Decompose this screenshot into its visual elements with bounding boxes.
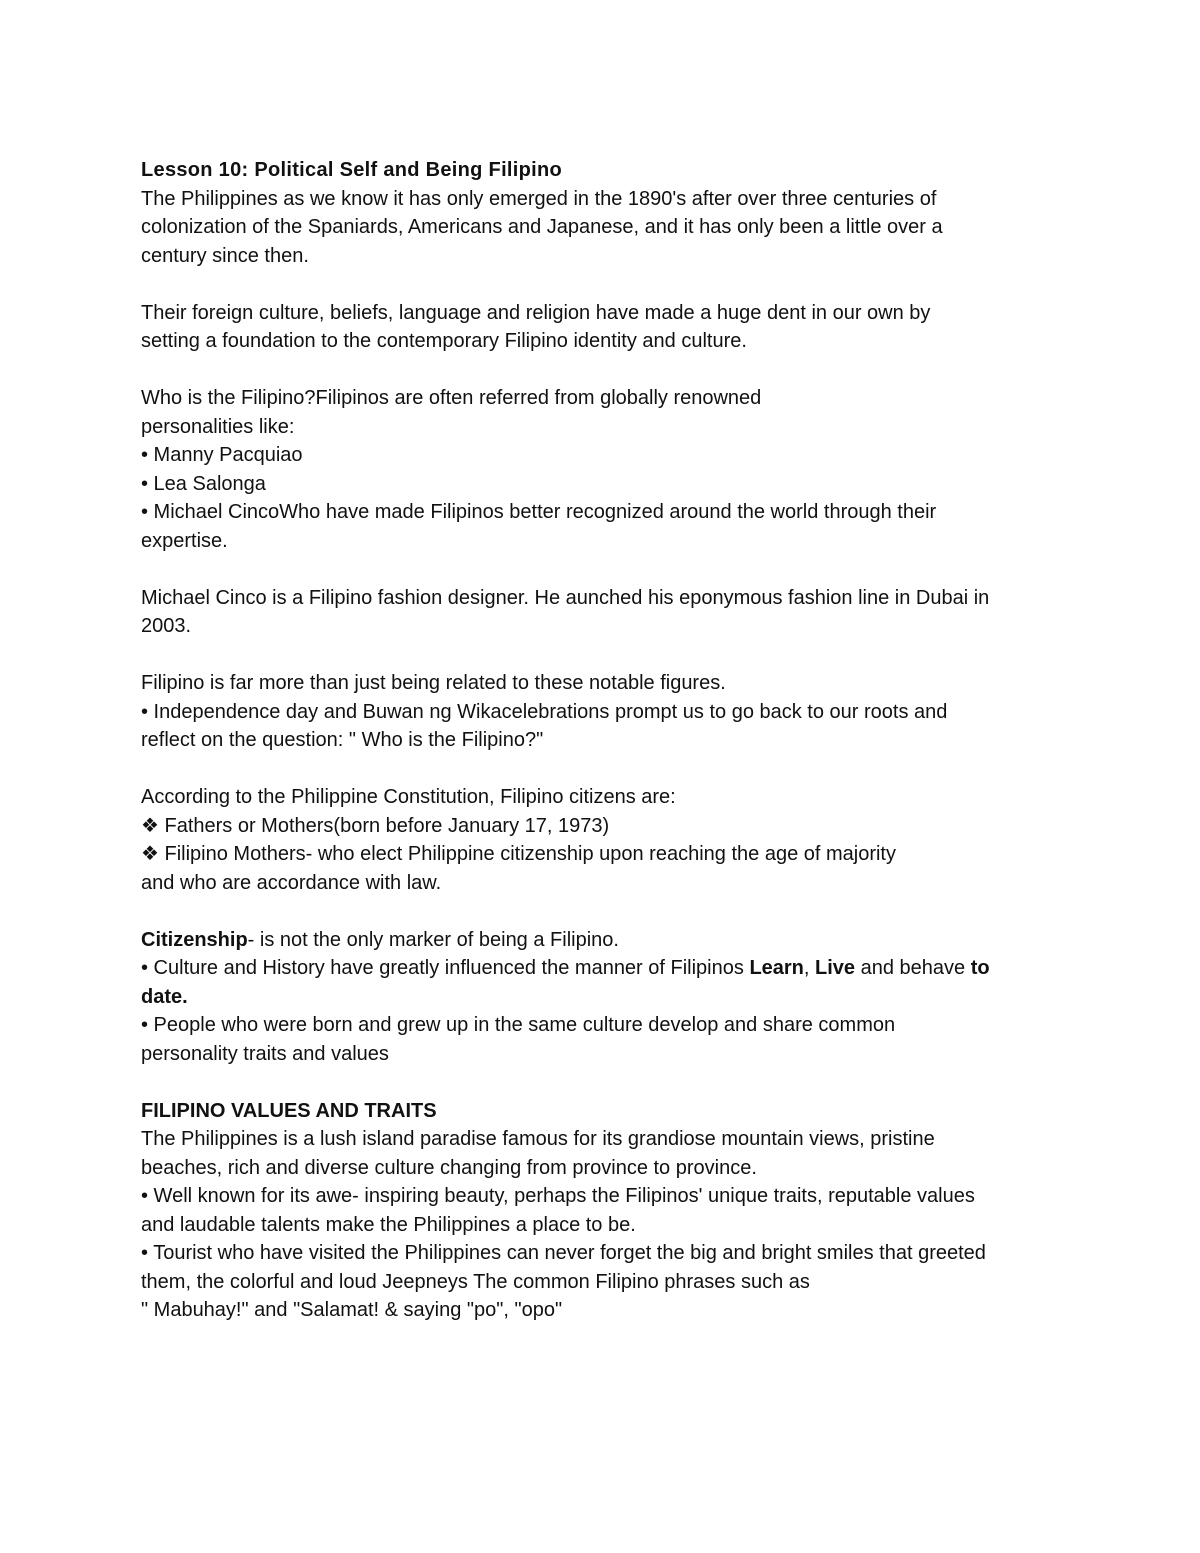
foreign-culture-paragraph	[141, 299, 1066, 356]
citizenship-text: - is not the only marker of being a Filipino.	[247, 928, 619, 951]
comma-text: ,	[803, 957, 816, 979]
paragraph-line: setting a foundation to the contemporary Filipino identity and culture.	[141, 330, 747, 352]
bullet-item: • Independence day and Buwan ng Wikacelebrations prompt us to go back to our roots and	[141, 700, 948, 723]
paragraph-line: century since then.	[141, 244, 309, 267]
section-heading: FILIPINO VALUES AND TRAITS	[141, 1099, 437, 1122]
bullet-item	[141, 954, 1066, 983]
document-page	[141, 156, 1066, 1325]
who-is-filipino-paragraph	[141, 384, 1066, 555]
paragraph-line: According to the Philippine Constitution, Filipino citizens are:	[141, 786, 676, 808]
bullet-item: ❖ Filipino Mothers- who elect Philippine citizenship upon reaching the age of majority	[141, 843, 896, 865]
paragraph-line: personality traits and values	[141, 1042, 389, 1065]
citizenship-paragraph	[141, 926, 1066, 1069]
paragraph-line: personalities like:	[141, 415, 295, 438]
learn-emphasis: Learn	[749, 957, 804, 979]
paragraph-line: Who is the Filipino?Filipinos are often referred from globally renowned	[141, 387, 762, 409]
lesson-title: Lesson 10: Political Self and Being Filipino	[141, 159, 563, 181]
paragraph-line: The Philippines as we know it has only emerged in the 1890's after over three centuries of	[141, 187, 937, 210]
paragraph-line: Their foreign culture, beliefs, language and religion have made a huge dent in our own by	[141, 301, 931, 324]
culture-text: • Culture and History have greatly influenced the manner of Filipinos	[141, 957, 750, 979]
behave-text: and behave	[855, 957, 971, 979]
bullet-item: ❖ Fathers or Mothers(born before January 17, 1973)	[141, 814, 610, 837]
to-emphasis: to	[970, 957, 990, 979]
paragraph-line: Michael Cinco is a Filipino fashion designer. He aunched his eponymous fashion line in Dubai in	[141, 586, 990, 609]
bullet-item: • Tourist who have visited the Philippines can never forget the big and bright smiles that greeted	[141, 1242, 986, 1264]
paragraph-line: 2003.	[141, 615, 192, 637]
live-emphasis: Live	[815, 957, 856, 979]
paragraph-line: reflect on the question: " Who is the Filipino?"	[141, 729, 544, 751]
paragraph-line: colonization of the Spaniards, Americans and Japanese, and it has only been a little over a	[141, 216, 943, 238]
paragraph-line	[141, 926, 1066, 955]
bullet-item: • People who were born and grew up in the same culture develop and share common	[141, 1014, 896, 1036]
values-section	[141, 1097, 1066, 1325]
paragraph-line: beaches, rich and diverse culture changing from province to province.	[141, 1156, 757, 1179]
paragraph-line: and laudable talents make the Philippines a place to be.	[141, 1213, 636, 1236]
paragraph-line: The Philippines is a lush island paradise famous for its grandiose mountain views, pristine	[141, 1128, 935, 1150]
paragraph-line: " Mabuhay!" and "Salamat! & saying "po", "opo"	[141, 1299, 563, 1321]
paragraph-line: Filipino is far more than just being related to these notable figures.	[141, 672, 726, 694]
bullet-item: • Lea Salonga	[141, 472, 266, 495]
bullet-item: • Well known for its awe- inspiring beauty, perhaps the Filipinos' unique traits, reputable values	[141, 1185, 975, 1207]
intro-paragraph	[141, 185, 1066, 271]
paragraph-line: them, the colorful and loud Jeepneys The common Filipino phrases such as	[141, 1270, 810, 1293]
michael-cinco-paragraph	[141, 584, 1066, 641]
paragraph-line: and who are accordance with law.	[141, 871, 442, 894]
bullet-item: • Michael CincoWho have made Filipinos better recognized around the world through their	[141, 501, 937, 523]
constitution-paragraph	[141, 783, 1066, 897]
citizenship-term: Citizenship	[141, 928, 248, 951]
notable-figures-paragraph	[141, 669, 1066, 755]
paragraph-line: expertise.	[141, 529, 228, 552]
date-emphasis: date.	[141, 985, 188, 1008]
bullet-item: • Manny Pacquiao	[141, 444, 303, 466]
